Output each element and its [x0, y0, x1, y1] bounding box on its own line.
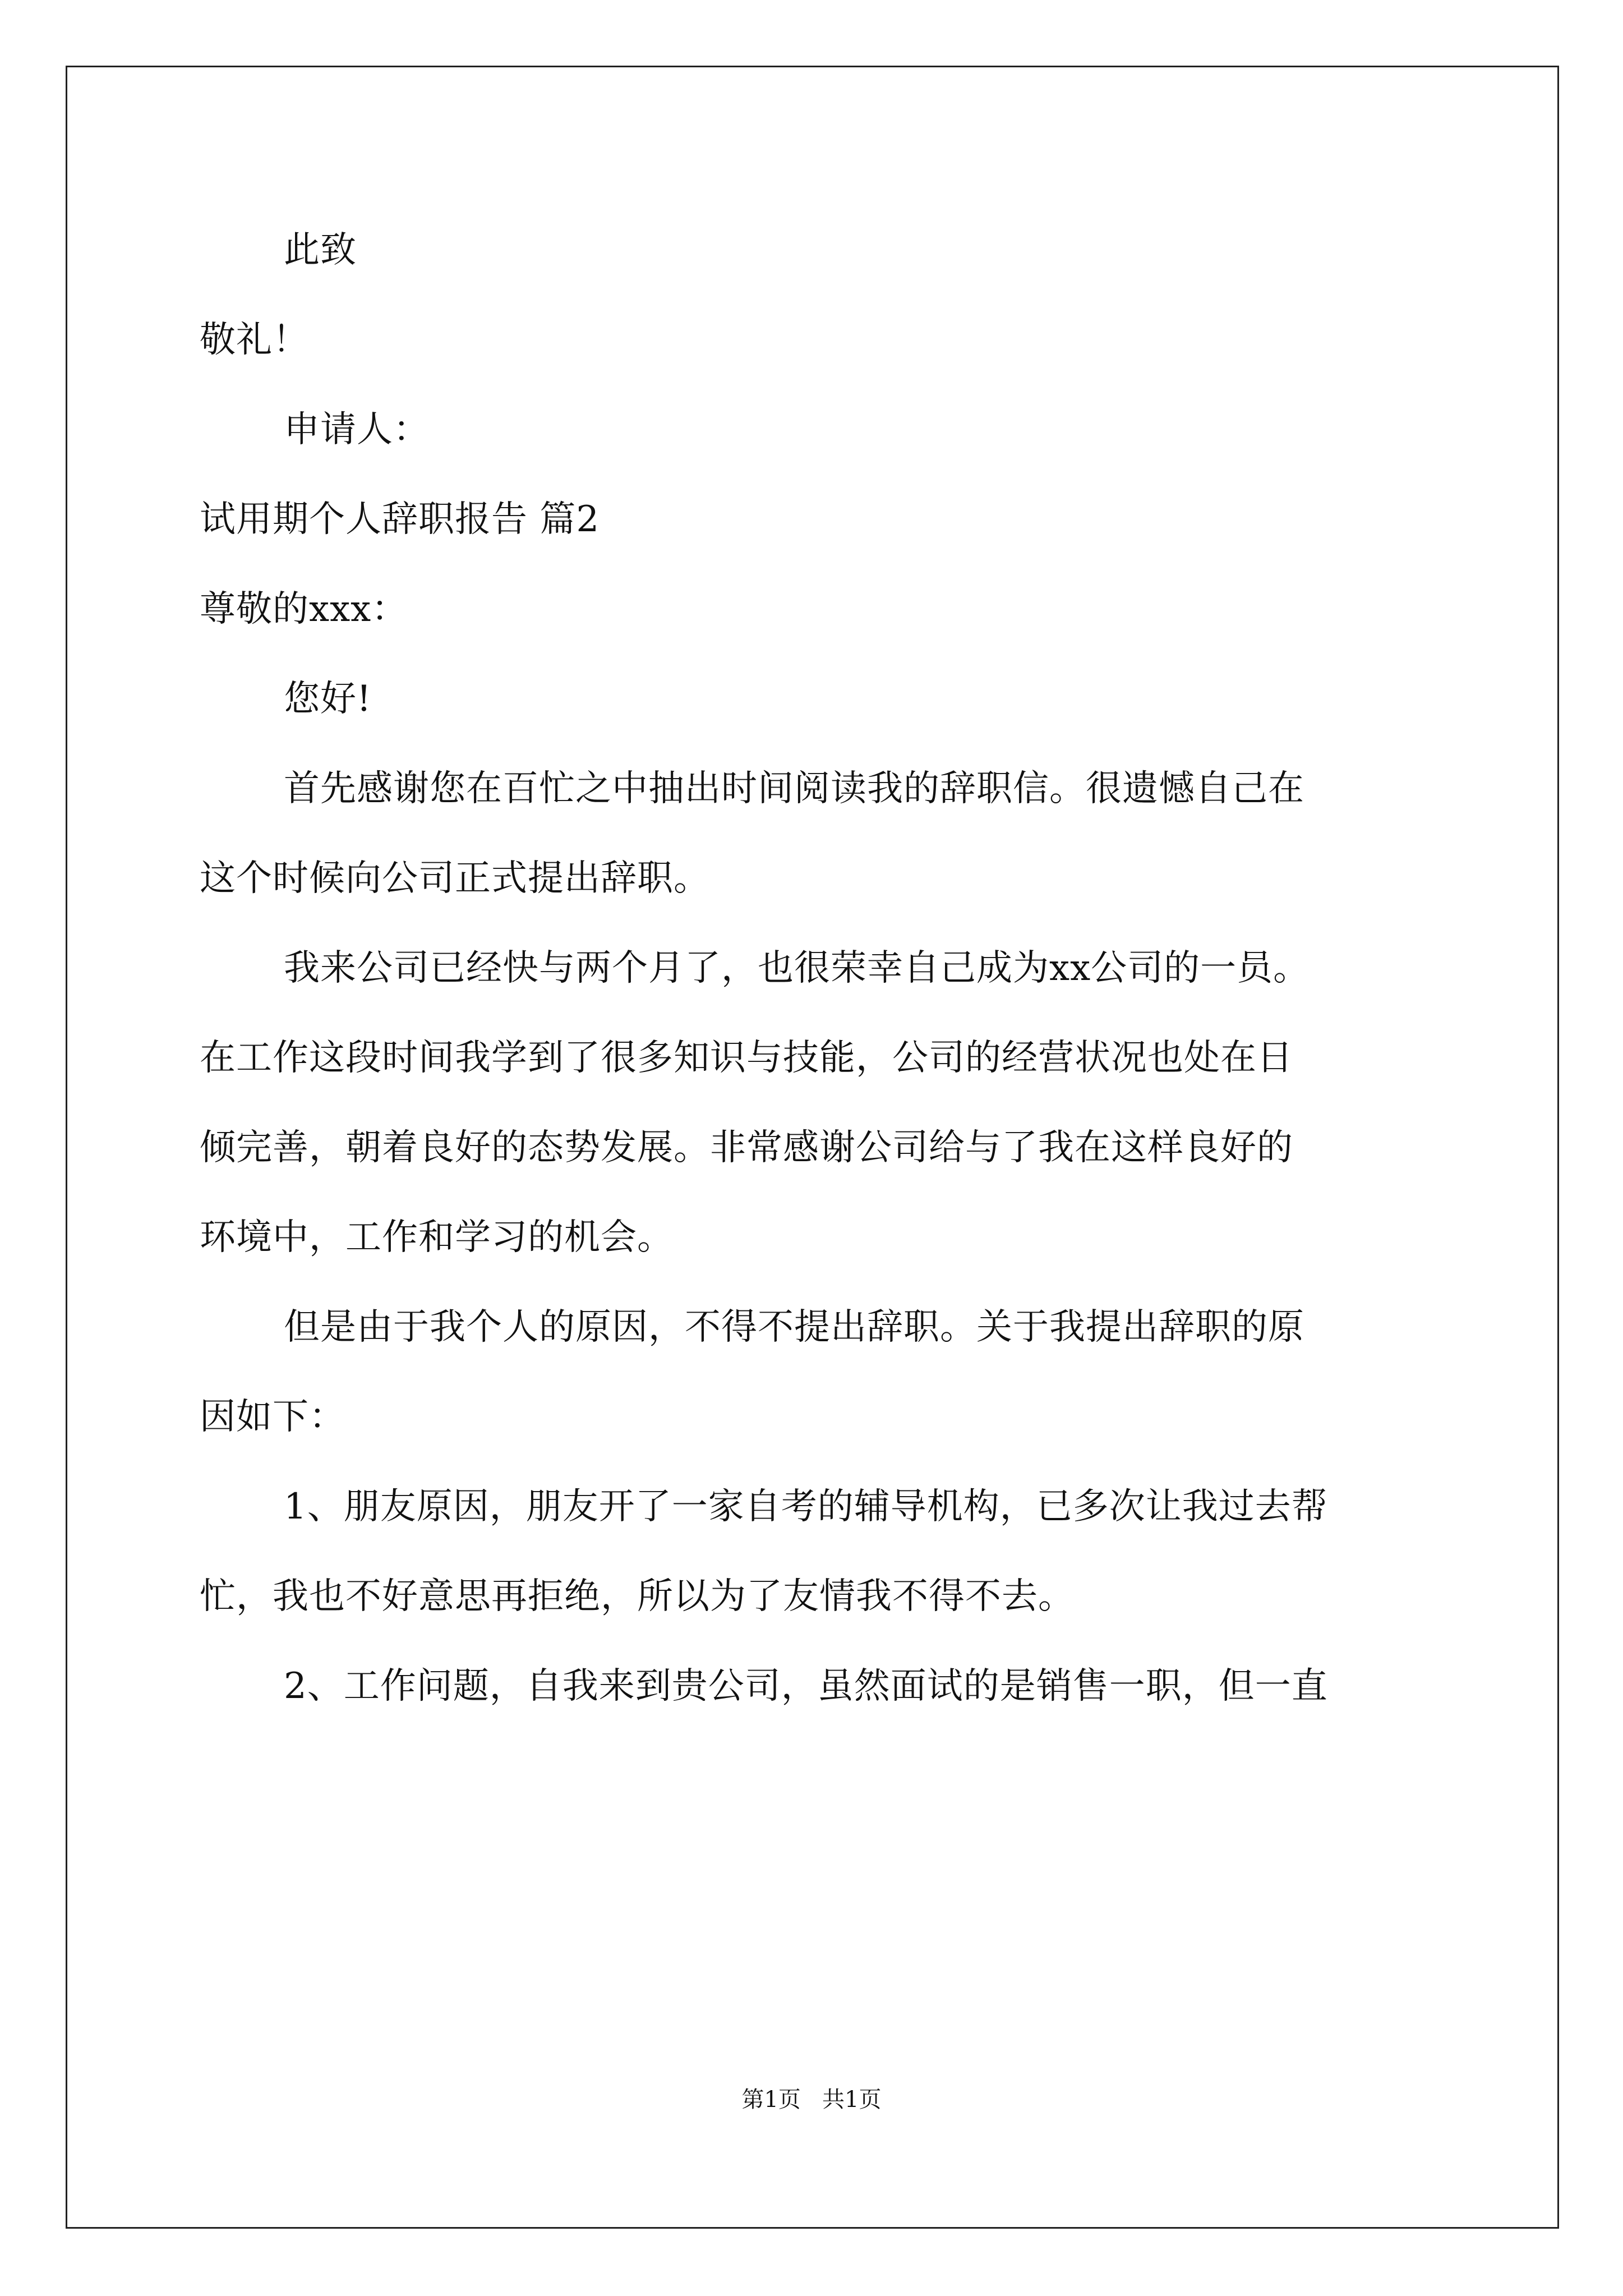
paragraph-line: 我来公司已经快与两个月了，也很荣幸自己成为xx公司的一员。: [284, 947, 1310, 989]
paragraph-line: 首先感谢您在百忙之中抽出时间阅读我的辞职信。很遗憾自己在: [284, 768, 1304, 809]
list-item-line: 1、朋友原因，朋友开了一家自考的辅导机构，已多次让我过去帮: [284, 1486, 1328, 1527]
greeting: 您好!: [284, 678, 372, 720]
paragraph-line: 环境中，工作和学习的机会。: [200, 1217, 674, 1258]
paragraph-line: 倾完善，朝着良好的态势发展。非常感谢公司给与了我在这样良好的: [200, 1127, 1293, 1168]
page-footer: 第1页 共1页: [741, 2087, 882, 2113]
paragraph-line: 但是由于我个人的原因，不得不提出辞职。关于我提出辞职的原: [284, 1306, 1304, 1348]
salutation-closing: 敬礼！: [200, 319, 309, 361]
list-item-line: 忙，我也不好意思再拒绝，所以为了友情我不得不去。: [200, 1576, 1075, 1617]
list-item-line: 2、工作问题，自我来到贵公司，虽然面试的是销售一职，但一直: [284, 1665, 1328, 1707]
closing-line: 此致: [284, 229, 357, 271]
paragraph-line: 在工作这段时间我学到了很多知识与技能，公司的经营状况也处在日: [200, 1037, 1293, 1079]
paragraph-line: 因如下：: [200, 1396, 345, 1438]
paragraph-line: 这个时候向公司正式提出辞职。: [200, 858, 710, 899]
section-heading: 试用期个人辞职报告 篇2: [200, 499, 600, 540]
applicant-label: 申请人：: [284, 409, 430, 450]
salutation: 尊敬的xxx：: [200, 588, 408, 630]
